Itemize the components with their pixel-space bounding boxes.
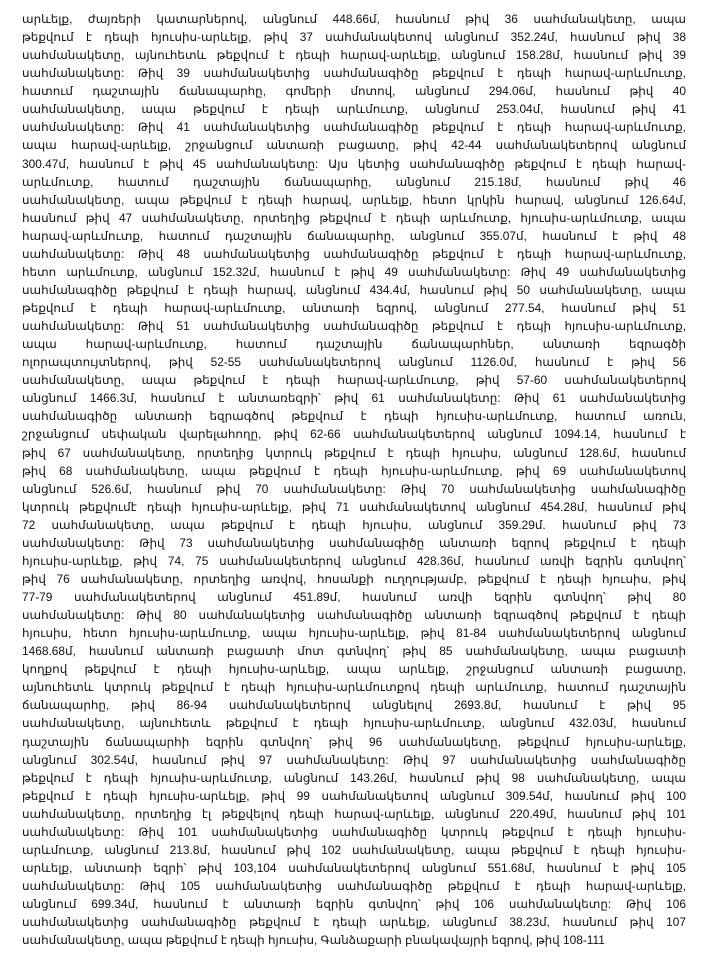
- text-line: սահմանակետը: Թիվ 105 սահմանակետից սահմանագիծը թեքվում է դեպի հարավ-արևելք,: [22, 879, 686, 893]
- text-line: ոլորապտույտներով, թիվ 52-55 սահմանակետերով անցնում 1126.0մ, հասնում է թիվ 56: [22, 355, 686, 370]
- text-line: հյուսիս-արևելք, թիվ 74, 75 սահմանակետերով անցնում 428.36մ, հասնում առվի եզրին գտնվող՝: [22, 553, 686, 568]
- text-line: ապա հարավ-արևմուտք, հատում դաշտային ճանապարհներ, անտառի եզրագծի: [22, 337, 686, 352]
- text-line: արևմուտք, անցնում 213.8մ, հասնում թիվ 102 սահմանակետը, ապա թեքվում է դեպի հյուսիս-: [22, 842, 686, 857]
- text-line: շրջանցում սեփական վարելահողը, թիվ 62-66 սահմանակետերով անցնում 1094.14, հասնում է: [22, 427, 686, 442]
- text-line: թիվ 67 սահմանակետը, որտեղից կտրուկ թեքվում է դեպի հյուսիս, անցնում 128.6մ, հասնում: [22, 445, 686, 460]
- text-line: կտրուկ թեքվումէ դեպի հյուսիս-արևելք, թիվ 71 սահմանակետով անցնում 454.28մ, հասնում թիվ: [22, 499, 686, 514]
- text-line: արևելք, անտառի եզրի՝ թիվ 103,104 սահմանակետերով անցնում 551.68մ, հասնում է թիվ 105: [22, 860, 686, 875]
- text-line: թեքվում է դեպի հարավ-արևմուտք, անտառի եզրով, անցնում 277.54, հասնում թիվ 51: [22, 301, 686, 315]
- text-line: հատում դաշտային ճանապարհը, գոմերի մոտով, անցնում 294.06մ, հասնում թիվ 40: [22, 84, 686, 99]
- text-line: սահմանակետը, այնուհետև թեքվում է դեպի հարավ-արևելք, անցնում 158.28մ, հասնում թիվ 39: [22, 48, 686, 63]
- text-line: սահմանակետը: Թիվ 41 սահմանակետից սահմանագիծը թեքվում է դեպի հարավ-արևմուտք,: [22, 120, 686, 135]
- text-line: սահմանակետը: Թիվ 80 սահմանակետից սահմանագիծը անտառի եզրագծով թեքվում է դեպի: [22, 608, 686, 623]
- text-line: սահմանակետը: Թիվ 48 սահմանակետից սահմանագիծը թեքվում է դեպի հարավ-արևմուտք,: [22, 246, 686, 261]
- text-line: կողքով թեքվում է դեպի հյուսիս-արևելք, ապա արևելք, շրջանցում անտառի բացատը,: [22, 662, 686, 677]
- text-line: սահմանակետը, որտեղից էլ թեքվելով դեպի հարավ-արևելք, անցնում 220.49մ, հասնում թիվ 101: [22, 806, 686, 821]
- text-line: արևմուտք, հատում դաշտային ճանապարհը, անցնում 215.18մ, հասնում թիվ 46: [22, 174, 686, 189]
- document-page: [22, 10, 686, 949]
- text-line: սահմանակետը: Թիվ 101 սահմանակետից սահմանագիծը կտրուկ թեքվում է դեպի հյուսիս-: [22, 824, 686, 839]
- text-line: անցնում 1466.3մ, հասնում է անտառեզրի՝ թիվ 61 սահմանակետը: Թիվ 61 սահմանակետից: [22, 391, 686, 406]
- text-line: սահմանակետը, ապա թեքվում է դեպի հարավ, արևելք, հետո կրկին հարավ, անցնում 126.64մ,: [22, 192, 686, 207]
- text-line: հյուսիս, հետո հյուսիս-արևմուտք, ապա հյուսիս-արևելք, թիվ 81-84 սահմանակետերով անցնում: [22, 626, 686, 641]
- text-line: հետո արևմուտք, անցնում 152.32մ, հասնում է թիվ 49 սահմանակետը: Թիվ 49 սահմանակետից: [22, 264, 686, 279]
- text-line: արևելք, ժայռերի կատարներով, անցնում 448.66մ, հասնում թիվ 36 սահմանակետը, ապա: [22, 12, 686, 26]
- text-line: թիվ 76 սահմանակետը, որտեղից առվով, հոսանքի ուղղությամբ, թեքվում է դեպի հյուսիս, թիվ: [22, 571, 686, 586]
- text-line: այնուհետև կտրուկ թեքվում է դեպի հյուսիս-արևմուտքով դեպի արևմուտք, հատում դաշտային: [22, 680, 686, 695]
- text-line: սահմանագիծը թեքվում է դեպի հարավ, անցնում 434.4մ, հասնում թիվ 50 սահմանակետը, ապա: [22, 282, 686, 297]
- text-line: թիվ 68 սահմանակետը, ապա թեքվում է դեպի հյուսիս-արևմուտք, թիվ 69 սահմանակետով: [22, 463, 686, 478]
- text-line: անցնում 699.34մ, հասնում է անտառի եզրին գտնվող՝ թիվ 106 սահմանակետը: Թիվ 106: [22, 897, 686, 912]
- text-line: թեքվում է դեպի հյուսիս-արևելք, թիվ 37 սահմանակետով անցնում 352.24մ, հասնում թիվ 38: [22, 30, 686, 45]
- text-line: ճանապարհը, թիվ 86-94 սահմանակետերով անցնելով 2693.8մ, հասնում է թիվ 95: [22, 698, 686, 713]
- text-line: թեքվում է դեպի հյուսիս-արևմուտք, անցնում 143.26մ, հասնում թիվ 98 սահմանակետը, ապա: [22, 770, 686, 785]
- text-line: անցնում 526.6մ, հասնում թիվ 70 սահմանակետը: Թիվ 70 սահմանակետից սահմանագիծը: [22, 481, 686, 496]
- text-line: անցնում 302.54մ, հասնում թիվ 97 սահմանակետը: Թիվ 97 սահմանակետից սահմանագիծը: [22, 752, 686, 767]
- text-line: սահմանակետը: Թիվ 39 սահմանակետից սահմանագիծը թեքվում է դեպի հարավ-արևմուտք,: [22, 66, 686, 81]
- text-line: թեքվում է դեպի հյուսիս-արևելք, թիվ 99 սահմանակետով անցնում 309.54մ, հասնում թիվ 100: [22, 788, 686, 803]
- text-line: հարավ-արևմուտք, հատում դաշտային ճանապարհը, անցնում 355.07մ, հասնում է թիվ 48: [22, 228, 686, 243]
- text-line: սահմանակետը, ապա թեքվում է դեպի հյուսիս, Գանձաքարի բնակավայրի եզրով, թիվ 108-111: [22, 933, 605, 948]
- text-line: սահմանակետը, այնուհետև թեքվում է դեպի հյուսիս-արևմուտք, անցնում 432.03մ, հասնում: [22, 716, 686, 731]
- text-line: հասնում թիվ 47 սահմանակետը, որտեղից թեքվում է դեպի արևմուտք, հյուսիս-արևմուտք, ապա: [22, 210, 686, 225]
- text-line: սահմանակետը: Թիվ 73 սահմանակետից սահմանագիծը անտառի եզրով թեքվում է դեպի: [22, 535, 686, 550]
- text-line: սահմանակետը, ապա թեքվում է դեպի հարավ-արևմուտք, թիվ 57-60 սահմանակետերով: [22, 373, 686, 388]
- text-line: 300.47մ, հասնում է թիվ 45 սահմանակետը: Այս կետից սահմանագիծը թեքվում է դեպի հարավ-: [22, 156, 686, 171]
- text-line: սահմանակետից սահմանագիծը թեքվում է դեպի արևելք, անցնում 38.23մ, հասնում թիվ 107: [22, 915, 686, 930]
- text-line: սահմանագիծը անտառի եզրագծով թեքվում է դեպի հյուսիս-արևմուտք, հատում առուն,: [22, 409, 686, 424]
- text-line: 1468.68մ, հասնում անտառի բացատի մոտ գտնվող՝ թիվ 85 սահմանակետը, ապա բացատի: [22, 644, 686, 659]
- text-line: սահմանակետը: Թիվ 51 սահմանակետից սահմանագիծը թեքվում է դեպի հյուսիս-արևմուտք,: [22, 319, 686, 334]
- text-line: ապա հարավ-արևելք, շրջանցում անտառի բացատը, թիվ 42-44 սահմանակետերով անցնում: [22, 138, 686, 153]
- text-line: սահմանակետը, ապա թեքվում է դեպի արևմուտք, անցնում 253.04մ, հասնում թիվ 41: [22, 102, 686, 117]
- text-line: 72 սահմանակետը, ապա թեքվում է դեպի հյուսիս, անցնում 359.29մ. հասնում թիվ 73: [22, 517, 686, 532]
- text-line: 77-79 սահմանակետերով անցնում 451.89մ, հասնում առվի եզրին գտնվող՝ թիվ 80: [22, 590, 686, 604]
- text-line: դաշտային ճանապարհի եզրին գտնվող՝ թիվ 96 սահմանակետը, թեքվում հյուսիս-արևելք,: [22, 734, 686, 749]
